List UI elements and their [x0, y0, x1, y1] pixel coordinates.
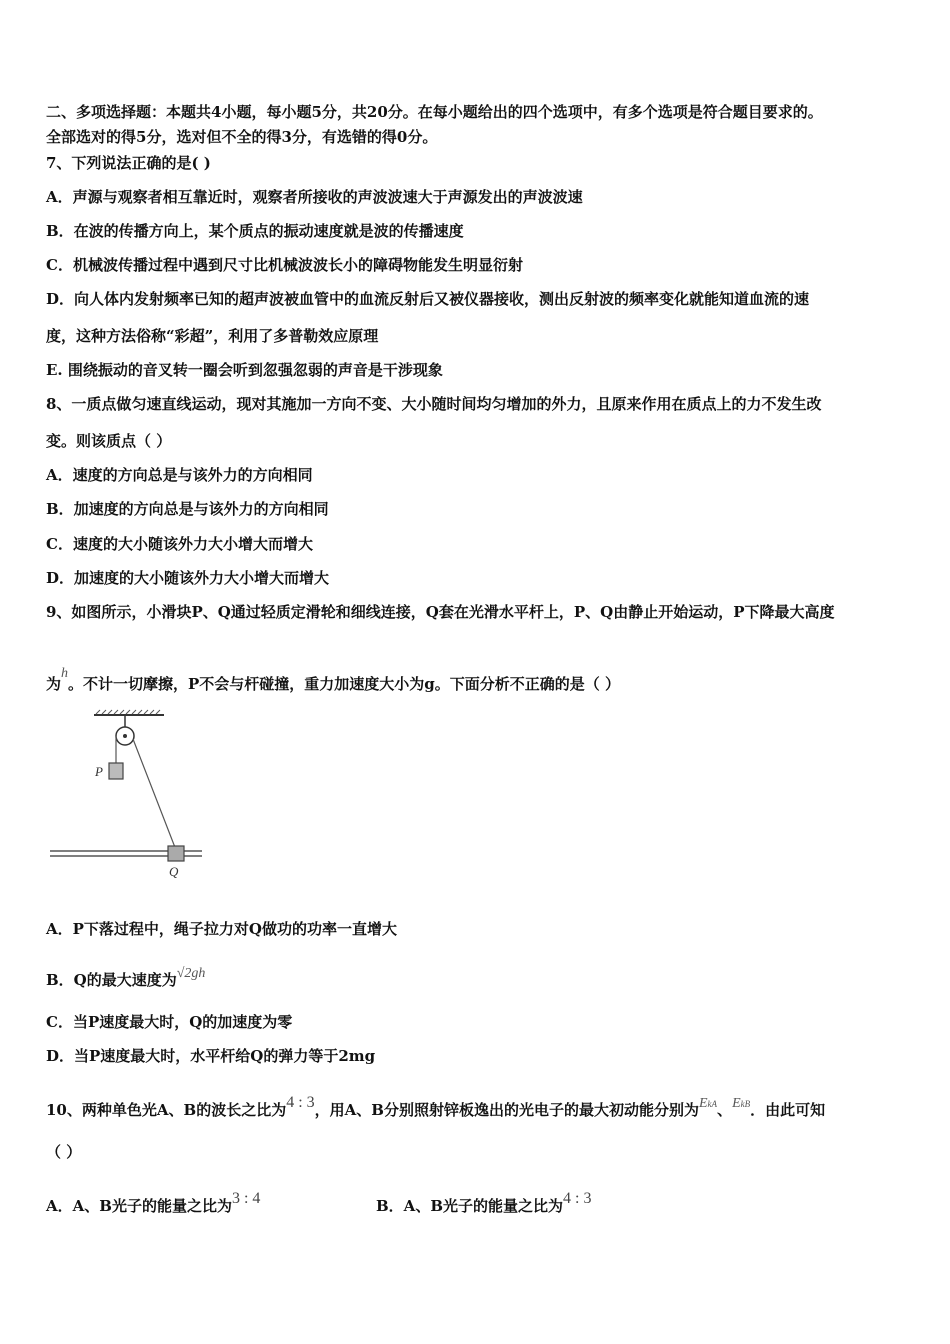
q9-option-b — [46, 965, 205, 989]
section-header-line-2: 全部选对的得5分，选对但不全的得3分，有选错的得0分。 — [46, 128, 438, 146]
q9-option-c: C．当P速度最大时，Q的加速度为零 — [46, 1013, 293, 1031]
q7-option-e: E. 围绕振动的音叉转一圈会听到忽强忽弱的声音是干涉现象 — [46, 361, 443, 379]
q10-option-a — [46, 1190, 260, 1215]
rope-to-q — [133, 739, 176, 850]
q9-stem-suffix: 。不计一切摩擦，P不会与杆碰撞，重力加速度大小为g。下面分析不正确的是（ ） — [68, 675, 621, 693]
q8-stem-line-2: 变。则该质点（ ） — [46, 432, 172, 450]
q7-option-c: C．机械波传播过程中遇到尺寸比机械波波长小的障碍物能发生明显衍射 — [46, 256, 523, 274]
label-p: P — [95, 764, 103, 779]
q10-option-a-ratio: 3 : 4 — [231, 1190, 261, 1207]
section-header-line-1: 二、多项选择题：本题共4小题，每小题5分，共20分。在每小题给出的四个选项中，有多个选项是符合题目要求的。 — [46, 103, 823, 121]
q8-option-c: C．速度的大小随该外力大小增大而增大 — [46, 535, 313, 553]
q10-option-b — [376, 1190, 591, 1215]
q10-option-a-prefix: A．A、B光子的能量之比为 — [46, 1197, 232, 1215]
q8-option-a: A．速度的方向总是与该外力的方向相同 — [46, 466, 313, 484]
q9-stem-line-1: 9、如图所示，小滑块P、Q通过轻质定滑轮和细线连接，Q套在光滑水平杆上，P、Q由静止开始运动，P下降最大高度 — [46, 603, 835, 621]
q10-option-b-prefix: B．A、B光子的能量之比为 — [376, 1197, 563, 1215]
q7-stem: 7、下列说法正确的是( ) — [46, 154, 211, 172]
sqrt-2gh: √2gh — [176, 966, 206, 981]
q8-option-d: D．加速度的大小随该外力大小增大而增大 — [46, 569, 330, 587]
q7-option-a: A．声源与观察者相互靠近时，观察者所接收的声波波速大于声源发出的声波波速 — [46, 188, 583, 206]
eka-symbol: EkA — [698, 1096, 718, 1111]
q10-separator: 、 — [717, 1101, 733, 1119]
pulley-figure — [46, 705, 206, 885]
q9-option-a: A．P下落过程中，绳子拉力对Q做功的功率一直增大 — [46, 920, 397, 938]
h-symbol: h — [61, 666, 69, 681]
q7-option-d-line-1: D．向人体内发射频率已知的超声波被血管中的血流反射后又被仪器接收，测出反射波的频率变化就能知道血流的速 — [46, 290, 810, 308]
ceiling-hatch — [96, 710, 160, 714]
ekb-symbol: EkB — [732, 1096, 751, 1111]
q9-stem-prefix: 为 — [46, 675, 62, 693]
q10-stem-middle: ，用A、B分别照射锌板逸出的光电子的最大初动能分别为 — [314, 1101, 699, 1119]
label-q: Q — [169, 864, 179, 879]
block-q — [168, 846, 184, 861]
q8-option-b: B．加速度的方向总是与该外力的方向相同 — [46, 500, 329, 518]
block-p — [109, 763, 123, 779]
q10-stem — [46, 1094, 825, 1119]
q10-ratio: 4 : 3 — [286, 1094, 315, 1111]
q7-option-d-line-2: 度，这种方法俗称“彩超”，利用了多普勒效应原理 — [46, 327, 379, 345]
q10-paren: （ ） — [46, 1143, 82, 1161]
q9-option-d: D．当P速度最大时，水平杆给Q的弹力等于2mg — [46, 1047, 376, 1065]
pulley-axle — [123, 734, 127, 738]
q10-option-b-ratio: 4 : 3 — [563, 1190, 592, 1207]
q9-stem-line-2 — [46, 665, 620, 693]
q10-stem-prefix: 10、两种单色光A、B的波长之比为 — [46, 1101, 287, 1119]
q7-option-b: B．在波的传播方向上，某个质点的振动速度就是波的传播速度 — [46, 222, 464, 240]
q9-option-b-prefix: B．Q的最大速度为 — [46, 971, 177, 989]
q8-stem-line-1: 8、一质点做匀速直线运动，现对其施加一方向不变、大小随时间均匀增加的外力，且原来作用在质点上的力不发生改 — [46, 395, 822, 413]
q10-stem-suffix: ．由此可知 — [750, 1101, 826, 1119]
